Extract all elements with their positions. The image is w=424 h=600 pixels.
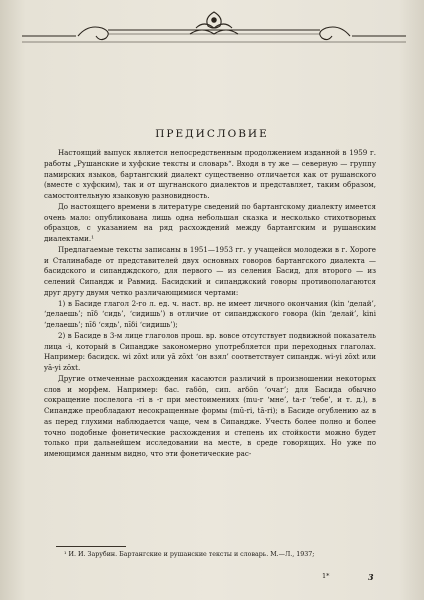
- paragraph: До настоящего времени в литературе сведений по бартангскому диалекту имеется очень мало: опубликована лишь одна небольшая сказка и несколько стихотворных образцов, с указанием на ряд расхождений между бартангским и рушанским диалектами.¹: [44, 201, 376, 243]
- footnote: ¹ И. И. Зарубин. Бартангские и рушанские тексты и словарь. М.—Л., 1937;: [64, 551, 315, 558]
- page-title: ПРЕДИСЛОВИЕ: [155, 128, 269, 140]
- footnote-divider: [56, 546, 126, 547]
- paragraph: Настоящий выпуск является непосредственным продолжением изданной в 1959 г. работы „Рушанские и хуфские тексты и словарь“. Входя в ту же — северную — группу памирских языков, бартангский диалект существенно отличается как от рушанского (вместе с хуфским), так и от шугнанского диалектов и представляет, таким образом, самостоятельную языковую разновидность.: [44, 148, 376, 200]
- printer-signature-mark: 1*: [322, 572, 330, 580]
- ornamental-header-border: [18, 6, 410, 48]
- paragraph: 1) в Басиде глагол 2-го л. ед. ч. наст. вр. не имеет личного окончания (kin ‘делай’, ‘делаешь’; nīδ ‘сидь’, ‘сидишь’) в отличие от сипанджского говора (kin ‘делай’, kini ‘делаешь’; nīδ ‘сядь’, nīδi ‘сидишь’);: [44, 298, 376, 329]
- paragraph: Предлагаемые тексты записаны в 1951—1953 гг. у учащейся молодежи в г. Хороге и Сталинабаде от представителей двух основных говоров бартангского диалекта — басидского и сипандждского, для первого — из селения Басид, для второго — из селений Сипандж и Равмид. Басидский и сипанджский говоры противополагаются друг другу двумя четко различающимися чертами:: [44, 244, 376, 297]
- page-number: 3: [368, 572, 374, 582]
- body-text: [44, 148, 376, 460]
- paragraph: 2) в Басиде в 3-м лице глаголов прош. вр. вовсе отсутствует подвижной показатель лица -i, который в Сипандже закономерно употребляется при переходных глаголах. Например: басидск. wi zōxt или yā zōxt ‘он взял’ соответствует сипандж. wi-yi zōxt или yā-yi zōxt.: [44, 330, 376, 372]
- paragraph: Другие отмеченные расхождения касаются различий в произношении некоторых слов и морфем. Например: бас. raδōn, сип. arδōn ‘очаг’; для Басида обычно сокращение послелога -ri в -r при местоимениях (mu-r ‘мне’, ta-r ‘тебе’, и т. д.), в Сипандже преобладают несокращенные формы (mū-ri, tā-ri); в Басиде огублению az в as перед глухими наблюдается чаще, чем в Сипандже. Учесть более полно и более точно подобные фонетические расхождения и степень их стойкости можно будет только при дальнейшем исследовании на месте, в среде говорящих. Но уже по имеющимся данным видно, что эти фонетические рас-: [44, 373, 376, 458]
